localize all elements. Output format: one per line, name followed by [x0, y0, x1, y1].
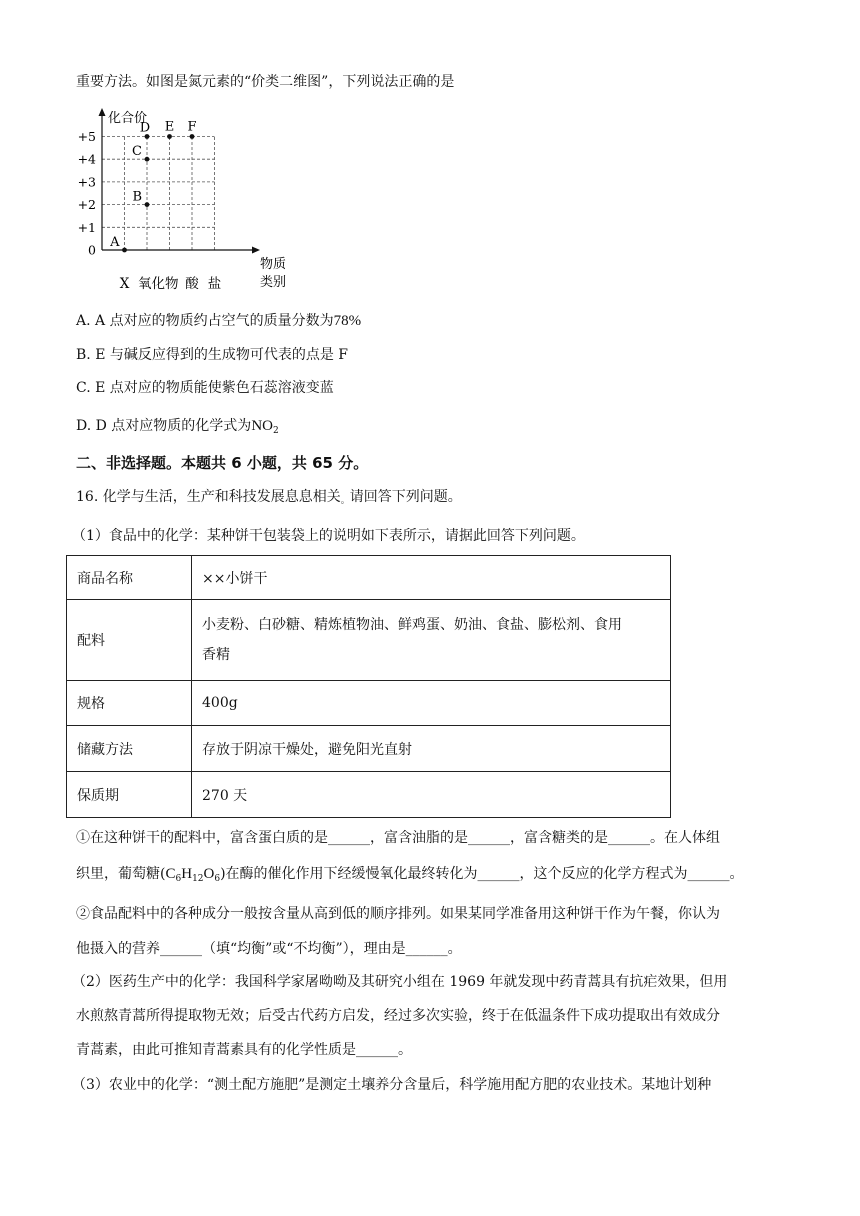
- y-tick-label: +4: [77, 151, 96, 167]
- table-row: [67, 681, 671, 726]
- glucose-o-sub: 6: [214, 874, 221, 884]
- y-tick-label: +3: [77, 174, 96, 190]
- q16-part1-intro: （1）食品中的化学：某种饼干包装袋上的说明如下表所示，请据此回答下列问题。: [72, 528, 585, 544]
- glucose-c: C: [165, 866, 176, 882]
- table-row: [67, 772, 671, 818]
- y-axis-arrow: [99, 108, 106, 116]
- glucose-o: O: [203, 866, 215, 882]
- y-tick-label: +2: [77, 197, 96, 213]
- x-axis-arrow: [252, 247, 260, 254]
- option-d-formula: NO: [251, 418, 273, 434]
- table-value: 270 天: [192, 772, 671, 818]
- glucose-h: H: [181, 866, 193, 882]
- data-point: [145, 202, 150, 207]
- table-key: 商品名称: [67, 556, 192, 600]
- sub1-line2-end: )在酶的催化作用下经缓慢氧化最终转化为______，这个反应的化学方程式为______。: [220, 866, 744, 882]
- table-value: [192, 600, 671, 681]
- x-tick-label: 氧化物: [138, 276, 179, 292]
- chart-grid: [102, 137, 215, 251]
- point-label: D: [139, 120, 151, 136]
- table-key: 规格: [67, 681, 192, 726]
- q16-stem-tail: 请回答下列问题。: [349, 489, 462, 505]
- q16-sub1-line1: ①在这种饼干的配料中，富含蛋白质的是______，富含油脂的是______，富含糖类的是______。在人体组: [76, 830, 720, 846]
- table-value: 400g: [192, 681, 671, 726]
- chart-ylabel: 化合价: [108, 111, 148, 126]
- q16-sub1-line2: [76, 864, 744, 889]
- table-key: 储藏方法: [67, 726, 192, 772]
- glucose-c-sub: 6: [175, 874, 182, 884]
- q16-part3-line1: （3）农业中的化学：“测土配方施肥”是测定土壤养分含量后，科学施用配方肥的农业技术。某地计划种: [72, 1077, 712, 1093]
- q16-stem: [76, 487, 462, 511]
- point-label: F: [187, 119, 197, 135]
- q16-part2-line3: 青蒿素，由此可推知青蒿素具有的化学性质是______。: [76, 1042, 412, 1058]
- y-tick-label: +1: [77, 219, 96, 235]
- option-d: [76, 416, 279, 441]
- x-tick-label: 盐: [207, 276, 222, 292]
- nitrogen-valence-chart: [70, 102, 310, 302]
- point-label: B: [132, 189, 142, 205]
- ingredients-line2: 香精: [202, 647, 230, 663]
- data-point: [190, 134, 195, 139]
- option-a-text: A. A 点对应的物质约占空气的质量分数为: [76, 313, 334, 329]
- option-a-value: 78%: [333, 313, 362, 329]
- section-2-heading: 二、非选择题。本题共 6 小题，共 65 分。: [76, 454, 369, 472]
- chart-points: [109, 120, 196, 253]
- table-row: [67, 556, 671, 600]
- x-tick-label: X: [119, 276, 130, 292]
- table-row: [67, 726, 671, 772]
- q16-stem-text: 16. 化学与生活，生产和科技发展息息相关: [76, 489, 341, 505]
- chart-xlabel-line1: 物质: [260, 257, 287, 272]
- option-d-subscript: 2: [272, 426, 279, 436]
- point-label: C: [132, 144, 142, 160]
- chart-xlabel-line2: 类别: [260, 275, 287, 290]
- table-value: 存放于阴凉干燥处，避免阳光直射: [192, 726, 671, 772]
- glucose-h-sub: 12: [192, 874, 204, 884]
- y-tick-label: +5: [77, 129, 96, 144]
- data-point: [167, 134, 172, 139]
- option-d-text: D. D 点对应物质的化学式为: [76, 418, 252, 434]
- x-tick-label: 酸: [185, 276, 199, 292]
- option-c: C. E 点对应的物质能使紫色石蕊溶液变蓝: [76, 380, 334, 396]
- ingredients-line1: 小麦粉、白砂糖、精炼植物油、鲜鸡蛋、奶油、食盐、膨松剂、食用: [202, 617, 622, 633]
- table-row: [67, 600, 671, 681]
- point-label: A: [110, 235, 120, 250]
- sub1-line2-start: 织里，葡萄糖(: [76, 866, 166, 882]
- data-point: [145, 157, 150, 162]
- point-label: E: [164, 119, 175, 135]
- q16-sub2-line2: 他摄入的营养______（填“均衡”或“不均衡”），理由是______。: [76, 941, 462, 957]
- table-value: ××小饼干: [192, 556, 671, 600]
- data-point: [122, 248, 127, 253]
- table-key: 保质期: [67, 772, 192, 818]
- chart-axes: [99, 108, 261, 254]
- q16-part2-line2: 水煎熬青蒿所得提取物无效；后受古代药方启发，经过多次实验，终于在低温条件下成功提取出有效成分: [76, 1008, 720, 1024]
- biscuit-info-table: [66, 555, 671, 818]
- option-b: B. E 与碱反应得到的生成物可代表的点是 F: [76, 347, 349, 363]
- intro-text: 重要方法。如图是氮元素的“价类二维图”，下列说法正确的是: [76, 74, 455, 90]
- y-tick-label: 0: [88, 242, 96, 258]
- chart-ticks: [78, 129, 222, 292]
- q16-stem-mark: 。: [340, 496, 350, 506]
- option-a: [76, 311, 361, 331]
- q16-part2-line1: （2）医药生产中的化学：我国科学家屠呦呦及其研究小组在 1969 年就发现中药青蒿具有抗疟效果，但用: [72, 974, 728, 990]
- q16-sub2-line1: ②食品配料中的各种成分一般按含量从高到低的顺序排列。如果某同学准备用这种饼干作为午餐，你认为: [76, 906, 720, 922]
- table-key: 配料: [67, 600, 192, 681]
